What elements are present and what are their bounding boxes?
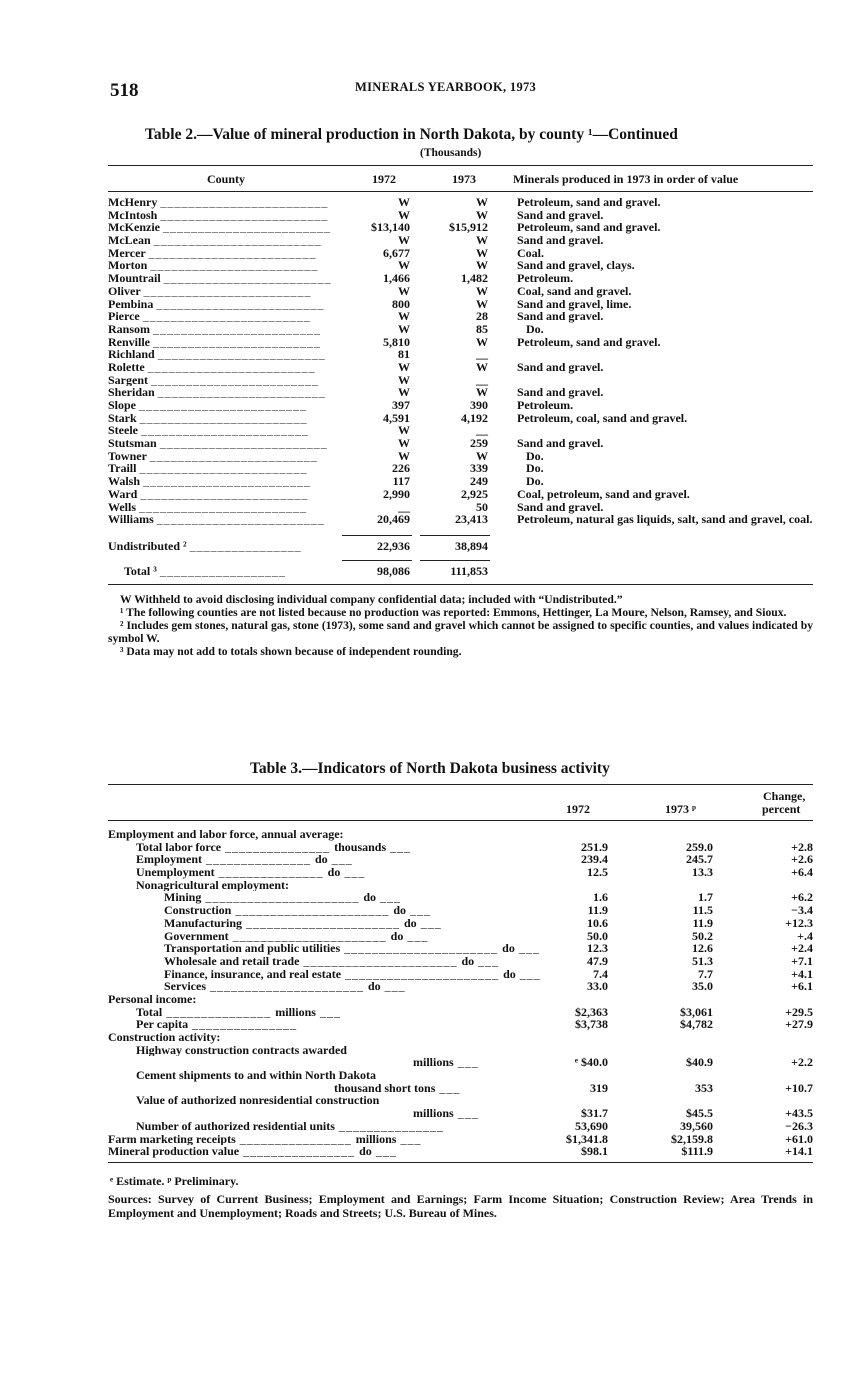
table2-title: Table 2.—Value of mineral production in North Dakota, by county ¹—Continued bbox=[145, 126, 678, 143]
indicator-unit: thousand short tons bbox=[334, 1081, 436, 1095]
value-1973: W bbox=[476, 448, 488, 463]
value-1973: $2,159.8 bbox=[671, 1131, 713, 1146]
table3-header-rule bbox=[108, 820, 813, 821]
minerals-produced: Do. bbox=[517, 474, 544, 489]
table3-row: millions ___ $31.7 $45.5 +43.5 bbox=[413, 1106, 813, 1121]
table3-row: Government ______________________ do ___ 50.0 50.2 +.4 bbox=[164, 928, 813, 943]
value-1973: 11.9 bbox=[692, 915, 713, 930]
indicator-unit: do bbox=[503, 967, 516, 981]
value-1972: 10.6 bbox=[587, 915, 608, 930]
table2-row: Steele ________________________ W __ bbox=[108, 423, 488, 438]
minerals-produced: Coal, petroleum, sand and gravel. bbox=[517, 486, 690, 501]
minerals-produced: Do. bbox=[517, 448, 544, 463]
county-name: Sheridan bbox=[108, 386, 155, 400]
indicator-label: Finance, insurance, and real estate bbox=[164, 967, 342, 981]
value-1972: W bbox=[398, 207, 410, 222]
indicator-label: Construction bbox=[164, 904, 232, 917]
minerals-produced: Sand and gravel. bbox=[517, 385, 604, 400]
table2-row: McHenry ________________________ W W Petroleum, sand and gravel. bbox=[108, 196, 813, 209]
minerals-produced: Sand and gravel. bbox=[517, 359, 604, 374]
county-name: Ransom bbox=[108, 322, 151, 336]
value-1973: 4,192 bbox=[461, 410, 488, 425]
value-1972: $2,363 bbox=[575, 1004, 608, 1019]
minerals-produced: Petroleum. bbox=[517, 398, 574, 412]
county-name: Stark bbox=[108, 411, 137, 425]
table3-title: Table 3.—Indicators of North Dakota business activity bbox=[250, 760, 610, 777]
value-1972: W bbox=[398, 233, 410, 248]
county-name: Steele bbox=[108, 424, 138, 438]
minerals-produced: Petroleum, coal, sand and gravel. bbox=[517, 410, 688, 425]
value-1973: __ bbox=[476, 372, 488, 387]
value-1973: 1,482 bbox=[461, 271, 488, 286]
value-1973: 51.3 bbox=[692, 953, 713, 968]
value-1973: W bbox=[476, 283, 488, 298]
table3-row: Mineral production value ________________ do ___ $98.1 $111.9 +14.1 bbox=[108, 1144, 813, 1159]
county-name: Mountrail bbox=[108, 272, 161, 285]
table3-sources: Sources: Survey of Current Business; Employment and Earnings; Farm Income Situation; Construction Review; Area Trends in Employment and Unemployment; Roads and Streets; U.S. Bureau of Mines. bbox=[108, 1192, 813, 1220]
table3-header-1972: 1972 bbox=[566, 802, 590, 816]
value-1972: W bbox=[398, 359, 410, 374]
value-1972: 81 bbox=[398, 347, 410, 362]
minerals-produced: Sand and gravel. bbox=[517, 436, 604, 451]
note-w: W Withheld to avoid disclosing individual company confidential data; included with “Undistributed.” bbox=[120, 593, 623, 606]
county-name: Pierce bbox=[108, 310, 140, 323]
table2-row: Wells ________________________ __ 50 Sand and gravel. bbox=[108, 501, 813, 514]
county-name: Renville bbox=[108, 335, 150, 349]
table3-header-percent: percent bbox=[762, 802, 801, 816]
table2-header-1972: 1972 bbox=[372, 172, 396, 186]
value-1973: 85 bbox=[476, 321, 488, 336]
value-1973: 390 bbox=[470, 398, 488, 412]
county-name: Sargent bbox=[108, 373, 148, 387]
indicator-unit: millions bbox=[413, 1056, 454, 1070]
value-1973: W bbox=[476, 245, 488, 260]
value-1973: W bbox=[476, 334, 488, 349]
table2-total-row: Total ³ __________________ 98,086 111,853 bbox=[124, 564, 488, 578]
table2-row: McKenzie ________________________ $13,140 $15,912 Petroleum, sand and gravel. bbox=[108, 221, 813, 234]
value-1972: 47.9 bbox=[587, 953, 608, 968]
value-1972: 1,466 bbox=[383, 271, 410, 286]
indicator-unit: do bbox=[390, 929, 404, 943]
value-1973: $111.9 bbox=[681, 1144, 713, 1159]
value-1973: 39,560 bbox=[680, 1118, 713, 1133]
minerals-produced: Sand and gravel. bbox=[517, 233, 604, 248]
value-1972: 50.0 bbox=[587, 928, 608, 943]
table3-header-change: Change, bbox=[763, 789, 806, 803]
total-1972: 98,086 bbox=[377, 564, 410, 578]
table2-row: McLean ________________________ W W Sand and gravel. bbox=[108, 234, 813, 247]
table2-top-rule bbox=[108, 165, 813, 166]
table3-row: Construction ______________________ do ___ 11.9 11.5 −3.4 bbox=[164, 903, 813, 918]
table2-row: Walsh ________________________ 117 249 Do. bbox=[108, 475, 813, 488]
minerals-produced: Petroleum. bbox=[517, 271, 574, 286]
indicator-unit: millions bbox=[275, 1005, 316, 1019]
indicator-label: Wholesale and retail trade bbox=[164, 954, 300, 968]
table3-row: Mining ______________________ do ___ 1.6 1.7 +6.2 bbox=[164, 890, 813, 905]
county-name: Williams bbox=[108, 513, 154, 526]
minerals-produced: Petroleum, sand and gravel. bbox=[517, 220, 661, 235]
county-name: Stutsman bbox=[108, 437, 157, 450]
minerals-produced: Petroleum, natural gas liquids, salt, sand and gravel, coal. bbox=[517, 512, 813, 527]
value-1973: 1.7 bbox=[698, 890, 713, 905]
change-percent: +10.7 bbox=[785, 1080, 813, 1095]
table3-row: Number of authorized residential units _______________ 53,690 39,560 −26.3 bbox=[136, 1118, 813, 1133]
note-1: ¹ The following counties are not listed because no production was reported: Emmons, Hettinger, La Moure, Nelson, Ramsey, and Sioux. bbox=[120, 606, 787, 619]
undistributed-1973: 38,894 bbox=[455, 539, 488, 553]
table2-row: Oliver ________________________ W W Coal, sand and gravel. bbox=[108, 285, 813, 298]
table2-row: Mercer ________________________ 6,677 W Coal. bbox=[108, 247, 813, 260]
indicator-label: Personal income: bbox=[108, 992, 197, 1006]
change-percent: +7.1 bbox=[791, 953, 813, 968]
indicator-label: Nonagricultural employment: bbox=[136, 878, 289, 892]
table2-row: Williams ________________________ 20,469 23,413 Petroleum, natural gas liquids, salt, sand and gravel, coal. bbox=[108, 512, 813, 527]
table2-bottom-rule bbox=[108, 584, 813, 585]
value-1972: 11.9 bbox=[587, 903, 608, 918]
value-1972: W bbox=[398, 423, 410, 438]
table2-header-minerals: Minerals produced in 1973 in order of value bbox=[513, 172, 739, 186]
value-1973: 259.0 bbox=[686, 839, 713, 854]
value-1972: 33.0 bbox=[587, 979, 608, 994]
note-3: ³ Data may not add to totals shown because of independent rounding. bbox=[120, 645, 462, 658]
change-percent: +29.5 bbox=[785, 1004, 813, 1019]
value-1973: 353 bbox=[695, 1080, 713, 1095]
table2-row: Slope ________________________ 397 390 Petroleum. bbox=[108, 399, 813, 412]
value-1972: $13,140 bbox=[371, 220, 410, 235]
value-1972: 117 bbox=[392, 474, 410, 489]
indicator-label: Mineral production value bbox=[108, 1145, 240, 1158]
table3-row: Total _______________ millions ___ $2,363 $3,061 +29.5 bbox=[136, 1004, 813, 1019]
table3-row: Finance, insurance, and real estate ______________________ do ___ 7.4 7.7 +4.1 bbox=[164, 966, 813, 981]
table3-top-rule bbox=[108, 784, 813, 785]
table2-row: Sargent ________________________ W __ bbox=[108, 372, 488, 387]
table3-row: Services ______________________ do ___ 33.0 35.0 +6.1 bbox=[164, 979, 813, 994]
table3-row bbox=[108, 1031, 813, 1044]
county-name: McLean bbox=[108, 234, 151, 247]
value-1972: 6,677 bbox=[383, 245, 410, 260]
indicator-unit: millions bbox=[355, 1132, 397, 1146]
table2-header-rule bbox=[108, 191, 813, 192]
table2-row: Renville ________________________ 5,810 W Petroleum, sand and gravel. bbox=[108, 336, 813, 349]
minerals-produced: Petroleum, sand and gravel. bbox=[517, 334, 661, 349]
table2-row: McIntosh ________________________ W W Sand and gravel. bbox=[108, 209, 813, 222]
change-percent: +6.2 bbox=[791, 890, 813, 905]
value-1972: 4,591 bbox=[383, 410, 410, 425]
minerals-produced: Do. bbox=[517, 461, 544, 476]
indicator-unit: do bbox=[393, 904, 407, 917]
table3-row: Transportation and public utilities ______________________ do ___ 12.3 12.6 +2.4 bbox=[164, 941, 813, 956]
indicator-label: Value of authorized nonresidential construction bbox=[136, 1094, 380, 1108]
value-1972: 20,469 bbox=[377, 512, 410, 527]
table3-row: Employment _______________ do ___ 239.4 245.7 +2.6 bbox=[136, 852, 813, 867]
table2-row: Rolette ________________________ W W Sand and gravel. bbox=[108, 361, 813, 374]
table2-row: Stutsman ________________________ W 259 Sand and gravel. bbox=[108, 437, 813, 450]
value-1973: 13.3 bbox=[692, 865, 713, 880]
value-1972: __ bbox=[398, 499, 410, 514]
county-name: Wells bbox=[108, 500, 137, 514]
table3-row: Wholesale and retail trade ______________________ do ___ 47.9 51.3 +7.1 bbox=[164, 953, 813, 968]
indicator-label: Manufacturing bbox=[164, 916, 242, 930]
undistributed-label: Undistributed ² bbox=[108, 540, 187, 553]
table2-row: Ransom ________________________ W 85 Do. bbox=[108, 323, 813, 336]
value-1973: W bbox=[476, 296, 488, 311]
indicator-label: Total labor force bbox=[136, 840, 222, 854]
value-1972: W bbox=[398, 448, 410, 463]
value-1973: W bbox=[476, 195, 488, 209]
value-1972: W bbox=[398, 385, 410, 400]
minerals-produced: Coal. bbox=[517, 245, 544, 260]
indicator-label: Number of authorized residential units bbox=[136, 1119, 335, 1133]
table2-header-1973: 1973 bbox=[452, 172, 476, 186]
table2-row: Ward ________________________ 2,990 2,925 Coal, petroleum, sand and gravel. bbox=[108, 488, 813, 501]
indicator-label: Per capita bbox=[136, 1018, 189, 1032]
value-1973: W bbox=[476, 359, 488, 374]
value-1972: $31.7 bbox=[581, 1106, 608, 1121]
change-percent: +14.1 bbox=[785, 1144, 813, 1159]
indicator-label: Farm marketing receipts bbox=[108, 1132, 236, 1146]
table2-undistributed-row: Undistributed ² ________________ 22,936 38,894 bbox=[108, 539, 488, 553]
value-1973: $40.9 bbox=[686, 1055, 713, 1070]
value-1972: 2,990 bbox=[383, 486, 410, 501]
table3-row: Manufacturing ______________________ do ___ 10.6 11.9 +12.3 bbox=[164, 915, 813, 930]
table3-row: Farm marketing receipts ________________ millions ___ $1,341.8 $2,159.8 +61.0 bbox=[108, 1131, 813, 1146]
minerals-produced: Sand and gravel. bbox=[517, 499, 604, 514]
total-1973: 111,853 bbox=[450, 564, 488, 578]
indicator-label: Employment bbox=[136, 853, 202, 867]
minerals-produced: Sand and gravel, clays. bbox=[517, 258, 635, 273]
value-1973: 12.6 bbox=[692, 941, 713, 956]
minerals-produced: Sand and gravel, lime. bbox=[517, 296, 632, 311]
total-label: Total ³ bbox=[124, 565, 157, 578]
change-percent: +2.4 bbox=[791, 941, 813, 956]
value-1973: 23,413 bbox=[455, 512, 488, 527]
change-percent: +61.0 bbox=[785, 1131, 813, 1146]
value-1972: $1,341.8 bbox=[566, 1131, 608, 1146]
value-1973: W bbox=[476, 258, 488, 273]
indicator-unit: do bbox=[404, 916, 417, 930]
county-name: McKenzie bbox=[108, 221, 160, 235]
value-1973: 339 bbox=[470, 461, 488, 476]
indicator-label: Government bbox=[164, 929, 229, 943]
minerals-produced: Coal, sand and gravel. bbox=[517, 283, 632, 298]
table2-notes bbox=[108, 593, 813, 658]
county-name: Oliver bbox=[108, 284, 141, 298]
indicator-unit: do bbox=[502, 942, 515, 955]
value-1972: W bbox=[398, 436, 410, 451]
table2-total-rule-1973 bbox=[420, 560, 490, 561]
county-name: Traill bbox=[108, 462, 137, 476]
table2-subtitle: (Thousands) bbox=[420, 147, 482, 159]
value-1973: W bbox=[476, 385, 488, 400]
value-1972: 319 bbox=[590, 1080, 608, 1095]
county-name: McHenry bbox=[108, 196, 158, 209]
value-1972: W bbox=[398, 372, 410, 387]
value-1972: 12.3 bbox=[587, 941, 608, 956]
table3-row: millions ___ ᵉ $40.0 $40.9 +2.2 bbox=[413, 1055, 813, 1070]
table3-row: Unemployment _______________ do ___ 12.5 13.3 +6.4 bbox=[136, 865, 813, 880]
change-percent: −26.3 bbox=[785, 1118, 813, 1133]
table3-footnote: ᵉ Estimate. ᵖ Preliminary. bbox=[110, 1174, 239, 1188]
value-1972: ᵉ $40.0 bbox=[574, 1055, 608, 1070]
value-1973: $15,912 bbox=[449, 220, 488, 235]
value-1972: W bbox=[398, 283, 410, 298]
indicator-unit: do bbox=[367, 980, 381, 993]
value-1972: 5,810 bbox=[383, 334, 410, 349]
minerals-produced: Petroleum, sand and gravel. bbox=[517, 195, 661, 209]
indicator-label: Total bbox=[136, 1005, 163, 1019]
value-1973: __ bbox=[476, 347, 488, 362]
table3-body bbox=[108, 828, 813, 1158]
table2-total-rule-1972 bbox=[342, 560, 412, 561]
value-1973: 50.2 bbox=[692, 928, 713, 943]
indicator-unit: millions bbox=[413, 1107, 454, 1120]
value-1973: $4,782 bbox=[680, 1017, 713, 1032]
value-1972: 12.5 bbox=[587, 865, 608, 880]
value-1972: 226 bbox=[392, 461, 410, 476]
table3-row: Total labor force _______________ thousands ___ 251.9 259.0 +2.8 bbox=[136, 839, 813, 854]
indicator-label: Construction activity: bbox=[108, 1031, 221, 1044]
minerals-produced: Do. bbox=[517, 321, 544, 336]
change-percent: +2.2 bbox=[791, 1055, 813, 1070]
table2-row: Richland ________________________ 81 __ bbox=[108, 347, 488, 362]
change-percent: −3.4 bbox=[791, 903, 813, 918]
note-2: ² Includes gem stones, natural gas, stone (1973), some sand and gravel which cannot be assigned to specific counties, and values indicated by symbol W. bbox=[108, 619, 813, 645]
indicator-unit: do bbox=[327, 866, 341, 879]
value-1973: 7.7 bbox=[698, 966, 713, 981]
running-header: MINERALS YEARBOOK, 1973 bbox=[355, 80, 537, 94]
value-1972: W bbox=[398, 258, 410, 273]
value-1972: W bbox=[398, 321, 410, 336]
value-1973: 259 bbox=[470, 436, 488, 451]
indicator-label: Unemployment bbox=[136, 866, 215, 879]
value-1972: 1.6 bbox=[593, 890, 608, 905]
value-1973: 28 bbox=[476, 309, 488, 324]
indicator-unit: do bbox=[363, 891, 377, 905]
value-1973: 11.5 bbox=[692, 903, 713, 918]
change-percent: +2.8 bbox=[791, 839, 813, 854]
value-1972: 239.4 bbox=[581, 852, 608, 867]
change-percent: +27.9 bbox=[785, 1017, 813, 1032]
value-1972: $3,738 bbox=[575, 1017, 608, 1032]
value-1972: 397 bbox=[392, 398, 410, 412]
indicator-unit: do bbox=[359, 1145, 372, 1158]
indicator-unit: do bbox=[461, 954, 475, 968]
county-name: McIntosh bbox=[108, 208, 158, 222]
county-name: Towner bbox=[108, 449, 147, 463]
minerals-produced: Sand and gravel. bbox=[517, 207, 604, 222]
change-percent: +6.1 bbox=[791, 979, 813, 994]
value-1972: W bbox=[398, 309, 410, 324]
change-percent: +6.4 bbox=[791, 865, 813, 880]
county-name: Morton bbox=[108, 259, 148, 273]
county-name: Mercer bbox=[108, 246, 146, 260]
value-1973: $3,061 bbox=[680, 1004, 713, 1019]
county-name: Richland bbox=[108, 348, 155, 361]
indicator-label: Transportation and public utilities bbox=[164, 942, 341, 955]
undistributed-1972: 22,936 bbox=[377, 539, 410, 553]
table2-header-county: County bbox=[207, 172, 246, 186]
table2-row: Stark ________________________ 4,591 4,192 Petroleum, coal, sand and gravel. bbox=[108, 412, 813, 425]
change-percent: +43.5 bbox=[785, 1106, 813, 1121]
table2-row: Sheridan ________________________ W W Sand and gravel. bbox=[108, 386, 813, 399]
table2-sum-rule-1972 bbox=[342, 535, 412, 536]
value-1973: 50 bbox=[476, 499, 488, 514]
table2-row: Mountrail ________________________ 1,466 1,482 Petroleum. bbox=[108, 272, 813, 285]
value-1973: 245.7 bbox=[686, 852, 713, 867]
value-1972: 7.4 bbox=[593, 966, 608, 981]
table3-row: Per capita _______________ $3,738 $4,782 +27.9 bbox=[136, 1017, 813, 1032]
value-1973: $45.5 bbox=[686, 1106, 713, 1121]
value-1972: 251.9 bbox=[581, 839, 608, 854]
table3-row: thousand short tons ___ 319 353 +10.7 bbox=[334, 1080, 813, 1095]
county-name: Pembina bbox=[108, 297, 154, 311]
table3-row bbox=[108, 993, 813, 1006]
table2-body bbox=[108, 196, 813, 539]
table2-row: Towner ________________________ W W Do. bbox=[108, 450, 813, 463]
county-name: Walsh bbox=[108, 475, 141, 488]
county-name: Ward bbox=[108, 487, 138, 501]
page-number: 518 bbox=[110, 80, 139, 101]
table3-bottom-rule bbox=[108, 1162, 813, 1163]
indicator-label: Services bbox=[164, 980, 206, 993]
table2-row: Morton ________________________ W W Sand and gravel, clays. bbox=[108, 259, 813, 272]
indicator-label: Highway construction contracts awarded bbox=[136, 1043, 347, 1057]
value-1973: __ bbox=[476, 423, 488, 438]
value-1972: 53,690 bbox=[575, 1118, 608, 1133]
value-1973: 35.0 bbox=[692, 979, 713, 994]
value-1972: W bbox=[398, 195, 410, 209]
change-percent: +12.3 bbox=[785, 915, 813, 930]
table2-row: Traill ________________________ 226 339 Do. bbox=[108, 462, 813, 475]
indicator-label: Cement shipments to and within North Dakota bbox=[136, 1069, 377, 1082]
county-name: Rolette bbox=[108, 360, 145, 374]
value-1972: $98.1 bbox=[581, 1144, 608, 1159]
county-name: Slope bbox=[108, 399, 137, 412]
change-percent: +.4 bbox=[797, 928, 813, 943]
value-1973: 2,925 bbox=[461, 486, 488, 501]
value-1973: 249 bbox=[470, 474, 488, 489]
change-percent: +2.6 bbox=[791, 852, 813, 867]
table2-row: Pembina ________________________ 800 W Sand and gravel, lime. bbox=[108, 298, 813, 311]
table3-row bbox=[108, 828, 813, 841]
indicator-label: Mining bbox=[164, 891, 202, 905]
minerals-produced: Sand and gravel. bbox=[517, 309, 604, 324]
table2-row: Pierce ________________________ W 28 Sand and gravel. bbox=[108, 310, 813, 323]
indicator-label: Employment and labor force, annual average: bbox=[108, 828, 344, 841]
value-1973: W bbox=[476, 207, 488, 222]
indicator-unit: do bbox=[315, 853, 328, 867]
value-1973: W bbox=[476, 233, 488, 248]
change-percent: +4.1 bbox=[791, 966, 813, 981]
table3-row bbox=[108, 1069, 813, 1082]
indicator-unit: thousands bbox=[334, 840, 387, 854]
value-1972: 800 bbox=[392, 296, 410, 311]
table2-sum-rule-1973 bbox=[420, 535, 490, 536]
table3-header-1973: 1973 ᵖ bbox=[665, 802, 696, 816]
